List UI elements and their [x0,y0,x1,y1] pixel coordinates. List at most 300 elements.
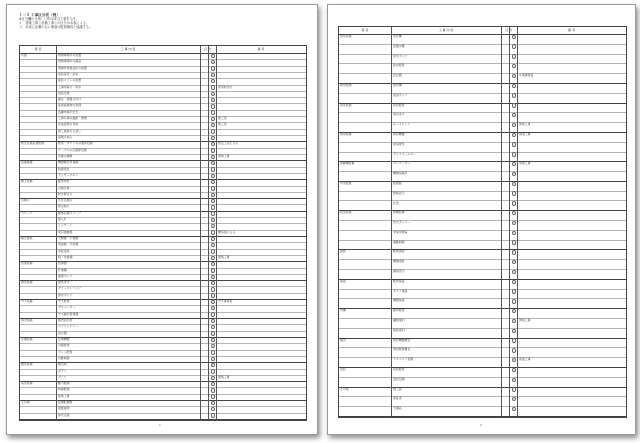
content-cell: 配管保温 [393,278,405,283]
remarks-cell [518,191,626,201]
division-mark-icon [512,162,516,166]
header-content: 工 事 内 容 [438,28,454,32]
division-mark-icon [211,300,215,304]
remarks-cell [518,259,626,269]
left-document-page [6,4,318,435]
remarks-cell [518,201,626,211]
content-cell: 配管塗装 [393,249,405,254]
remarks-cell: 構造図による [218,229,236,234]
remarks-cell [518,249,626,259]
content-cell: 給水配管 [393,63,405,68]
remarks-cell [518,279,626,289]
remarks-cell [518,220,626,230]
column-divider [391,27,392,417]
content-cell: 空調機器 [58,336,70,341]
division-mark-icon [211,60,215,64]
content-cell: 防振架台 [58,166,70,171]
division-mark-icon [211,110,215,114]
remarks-cell [518,387,626,397]
content-cell: 計量 [393,200,399,205]
item-cell: 屋上設備 [21,179,33,184]
content-cell: 機械室換気 [393,171,408,176]
division-mark-icon [211,243,215,247]
remarks-cell [518,269,626,279]
division-mark-icon [512,407,516,411]
remarks-cell: 建築工事 [519,122,531,127]
remarks-cell [518,210,626,220]
content-cell: ガラリ [58,374,67,379]
header-division: 区 分 [204,47,212,51]
content-cell: 保証書 [393,396,402,401]
column-divider [501,27,502,417]
division-mark-icon [211,369,215,373]
division-mark-icon [211,249,215,253]
division-mark-icon [211,394,215,398]
content-cell: アンカーボルト [58,172,79,177]
header-remarks: 備 考 [568,28,575,32]
division-mark-icon [512,280,516,284]
content-cell: 屋外配管 [393,308,405,313]
division-mark-icon [512,378,516,382]
division-mark-icon [211,193,215,197]
division-mark-icon [211,129,215,133]
division-mark-icon [512,64,516,68]
item-cell: 保温 [340,278,346,283]
header-division: 区 分 [505,28,513,32]
remarks-cell [518,181,626,191]
content-cell: 受水槽 [393,34,402,38]
division-mark-icon [211,142,215,146]
division-mark-icon [211,155,215,159]
content-cell: 産業廃棄物の処理 [58,103,82,108]
division-mark-icon [211,123,215,127]
remarks-cell [518,347,626,357]
division-mark-icon [211,167,215,171]
division-mark-icon [512,260,516,264]
division-mark-icon [211,186,215,190]
item-cell: 点検口 [21,198,30,203]
item-cell: 仮設 [340,367,346,372]
division-mark-icon [512,299,516,303]
content-cell: 機器据付用基礎 [58,160,79,165]
division-mark-icon [211,205,215,209]
division-mark-icon [512,368,516,372]
content-cell: 防火ダンパー [393,220,411,225]
division-mark-icon [211,92,215,96]
content-cell: 植栽復旧 [393,327,405,332]
content-cell: 警報表示 [393,190,405,195]
content-cell: 完成図書の作成 [58,122,79,127]
item-cell: 設備基礎 [21,160,33,165]
division-mark-icon [512,231,516,235]
content-cell: 保険の加入 [58,135,73,140]
division-mark-icon [512,250,516,254]
item-cell: 塗装 [340,249,346,254]
table-row [339,406,626,417]
item-cell: 給湯設備 [21,261,33,266]
division-mark-icon [512,387,516,391]
content-cell: 鏡・化粧棚 [58,254,73,259]
division-mark-icon [512,191,516,195]
division-mark-icon [512,358,516,362]
division-mark-icon [211,148,215,152]
division-mark-icon [512,103,516,107]
division-mark-icon [512,93,516,97]
content-cell: 非常用発電 [393,229,408,234]
left-page-note: ２．本表に記載のない事項は監督職員と協議する。 [19,25,93,29]
division-mark-icon [211,268,215,272]
division-mark-icon [512,113,516,117]
item-cell: その他 [21,400,30,405]
content-cell: 仮設配管 [393,367,405,372]
content-cell: 監視盤 [393,180,402,185]
division-mark-icon [211,413,215,417]
division-mark-icon [512,182,516,186]
division-mark-icon [211,382,215,386]
content-cell: 既存機器撤去 [393,337,411,342]
division-mark-icon [211,98,215,102]
item-cell: 外構 [340,308,346,313]
division-mark-icon [211,338,215,342]
content-cell: 防水押さえ [58,191,73,196]
content-cell: 仮設空調 [393,376,405,381]
division-mark-icon [211,218,215,222]
right-document-page [327,4,636,435]
remarks-cell [518,112,626,122]
division-mark-icon [211,180,215,184]
remarks-cell: 水道事業者 [519,73,534,78]
content-cell: 梁貫通補強 [58,229,73,234]
division-mark-icon [512,35,516,39]
content-cell: 天井点検口 [58,198,73,203]
division-mark-icon [211,174,215,178]
content-cell: 工事用電力・用水 [58,84,82,89]
content-cell: 制御配線 [58,387,70,392]
content-cell: 連動制御 [393,239,405,244]
content-cell: 接地工事 [58,393,70,398]
remarks-cell: 使用料含む [218,84,233,89]
item-cell: 消火設備 [21,318,33,323]
division-mark-icon [512,240,516,244]
division-mark-icon [512,172,516,176]
division-mark-icon [211,287,215,291]
division-mark-icon [512,211,516,215]
remarks-cell [518,289,626,299]
content-cell: 養生・清掃片付け [58,97,82,102]
content-cell: ダクト保温 [393,288,408,293]
content-cell: 消火器 [58,330,67,335]
item-cell: 衛生器具 [21,236,33,240]
remarks-cell: 建築工事 [519,318,531,323]
content-cell: 竣工検査の立会い [58,128,82,133]
content-cell: 給湯器 [58,261,67,266]
remarks-cell [518,396,626,406]
division-mark-icon [211,199,215,203]
content-cell: ガス配管 [58,299,70,304]
content-cell: 水栓金具 [58,248,70,253]
content-cell: 仮設電気・給水 [58,71,79,76]
content-cell: 大便器・小便器 [58,236,79,240]
content-cell: 排水ポンプ [58,292,73,297]
remarks-cell [518,298,626,308]
content-cell: 自動制御 [58,355,70,360]
remarks-cell [518,93,626,103]
left-work-division-table [19,45,307,421]
division-mark-icon [512,221,516,225]
remarks-cell [518,230,626,240]
content-cell: 冷媒配管 [58,343,70,348]
remarks-cell: 建築工事 [218,254,230,259]
division-mark-icon [211,275,215,279]
division-mark-icon [211,407,215,411]
content-cell: スプリンクラー [58,324,79,329]
division-mark-icon [211,117,215,121]
content-cell: 箱入れ [58,217,67,222]
division-mark-icon [211,230,215,234]
division-mark-icon [211,388,215,392]
remarks-cell [518,328,626,338]
content-cell: 現場作業員詰所の設置 [58,65,87,70]
remarks-cell: 別途工事 [519,357,531,362]
content-cell: 取扱説明 [58,406,70,411]
remarks-cell: 建築工事 [218,374,230,379]
content-cell: 保守点検 [58,412,70,417]
content-cell: ダクト [58,368,67,373]
content-cell: 配管架台 [58,179,70,184]
content-cell: 屋内消火栓 [58,318,73,323]
content-cell: ガス漏れ警報器 [58,311,79,316]
division-mark-icon [512,152,516,156]
content-cell: 工事写真の撮影・整理 [58,116,87,121]
division-mark-icon [211,331,215,335]
item-cell: 電気設備 [21,381,33,386]
content-cell: 換気扇 [58,362,67,367]
column-divider [517,27,518,417]
division-mark-icon [211,344,215,348]
division-mark-icon [211,54,215,58]
division-mark-icon [512,329,516,333]
header-remarks: 備 考 [257,47,265,51]
remarks-cell [518,367,626,377]
item-cell: 排水処理 [340,82,352,87]
content-cell: ケーブルの貫通部処理 [58,147,87,152]
content-cell: 識別表示 [393,269,405,274]
division-mark-icon [211,256,215,260]
remarks-cell [518,406,626,416]
content-cell: 放流ポンプ [393,92,408,97]
table-body [20,53,306,420]
item-cell: 雨水設備 [340,102,352,107]
division-mark-icon [211,363,215,367]
division-mark-icon [211,293,215,297]
division-mark-icon [512,123,516,127]
left-page-note: ※区分欄の凡例：〇印は該当工事を示す。 [19,17,79,21]
content-cell: 量水器 [393,73,402,78]
division-mark-icon [211,357,215,361]
column-divider [509,27,510,417]
content-cell: 配管・ダクトの貫通部処理 [58,141,93,146]
content-cell: 排煙設備 [393,210,405,215]
right-work-division-table [338,26,627,418]
remarks-cell [518,308,626,318]
division-mark-icon [512,84,516,88]
content-cell: グリーストラップ [58,286,81,291]
content-cell: 貯湯槽 [58,267,67,272]
division-mark-icon [211,401,215,405]
content-cell: ガスメーター [58,305,76,310]
content-cell: インサート [58,223,73,228]
item-cell: 給水設備 [340,34,352,38]
item-cell: スリーブ [21,210,33,215]
content-cell: ドレン配管 [58,349,73,354]
remarks-cell [518,44,626,54]
remarks-cell [518,34,626,44]
content-cell: 排水ます [58,280,70,285]
content-cell: 仮設足場 [58,90,70,95]
content-cell: グリスフィルター [393,151,416,156]
remarks-cell [518,83,626,93]
item-cell: その他 [340,386,349,391]
remarks-cell [518,338,626,348]
remarks-cell: 認定工法による [218,141,239,146]
content-cell: 区画の補修 [58,153,73,158]
content-cell: 洗面器・手洗器 [58,242,79,247]
remarks-cell [518,103,626,113]
content-cell: 仮設トイレの設置 [58,78,81,83]
content-cell: 舗装復旧 [393,318,405,323]
content-cell: 予備品 [393,406,402,411]
item-cell: 排水設備 [21,280,33,285]
left-page-note: １．建築工事と設備工事との区分は本表による。 [19,21,90,25]
content-cell: 浄化槽 [393,82,402,87]
column-divider [216,46,217,420]
division-mark-icon [512,309,516,313]
remarks-cell: 別途工事 [519,131,531,136]
page-number: 1 [159,423,161,427]
content-cell: 壁点検口 [58,204,70,209]
remarks-cell [518,63,626,73]
item-cell: 防火区画貫通処理 [21,141,45,146]
remarks-cell [518,142,626,152]
remarks-cell [518,152,626,162]
division-mark-icon [512,348,516,352]
content-cell: 雨水配管 [393,102,405,107]
content-cell: 竣工図 [393,386,402,391]
remarks-cell [217,413,306,419]
content-cell: ルーフドレン [393,122,411,127]
remarks-cell: ガス事業者 [218,299,233,304]
left-page-title: １－５ 工事区分表（例） [19,13,60,17]
division-mark-icon [211,136,215,140]
item-cell: ガス設備 [21,299,33,304]
division-mark-icon [211,376,215,380]
item-cell: 換気設備 [21,362,33,367]
remarks-cell: 施工者 [218,122,227,127]
division-mark-icon [211,319,215,323]
remarks-cell [518,54,626,64]
division-mark-icon [211,85,215,89]
header-content: 工 事 内 容 [120,47,136,51]
division-mark-icon [211,161,215,165]
division-mark-icon [512,319,516,323]
division-mark-icon [512,397,516,401]
left-page-header [19,13,92,29]
division-mark-icon [211,224,215,228]
division-mark-icon [512,133,516,137]
content-cell: 動力配線 [58,381,70,386]
content-cell: 雨水ます [393,112,405,117]
content-cell: エレベーター [393,161,411,166]
division-mark-icon [512,289,516,293]
division-mark-icon [512,44,516,48]
division-mark-icon [211,104,215,108]
division-mark-icon [512,54,516,58]
item-cell: 撤去 [340,337,346,342]
content-cell: 厨房排気 [393,141,405,146]
content-cell: 現場事務所の備品 [58,59,82,64]
header-item: 項 目 [34,47,42,51]
content-cell: 高置水槽 [393,43,405,48]
division-mark-icon [211,66,215,70]
table-body [339,34,626,417]
remarks-cell: 建築工事 [218,153,230,158]
content-cell: 既存配管撤去 [393,347,411,352]
item-cell: 空調設備 [21,336,33,341]
item-cell: 厨房設備 [340,131,352,136]
remarks-cell [518,171,626,181]
item-cell: 昇降機設備 [340,161,355,166]
remarks-cell: 別途工事 [519,161,531,166]
column-divider [200,46,201,420]
item-cell: 防災設備 [340,210,352,215]
table-row [20,413,306,420]
division-mark-icon [512,142,516,146]
remarks-cell [518,240,626,250]
division-mark-icon [512,270,516,274]
division-mark-icon [211,211,215,215]
remarks-cell: 施工者 [218,116,227,121]
content-cell: 点検歩廊 [58,185,70,190]
division-mark-icon [211,79,215,83]
content-cell: アスベスト処理 [393,357,414,362]
content-cell: 給水ポンプ [393,53,408,58]
division-mark-icon [211,73,215,77]
content-cell: 躯体貫通スリーブ [58,210,81,215]
division-mark-icon [211,350,215,354]
content-cell: 厨房機器 [393,131,405,136]
division-mark-icon [211,306,215,310]
item-cell: 共通 [21,53,27,57]
division-mark-icon [211,262,215,266]
content-cell: 機器塗装 [393,259,405,264]
column-divider [208,46,209,420]
division-mark-icon [211,237,215,241]
division-mark-icon [211,325,215,329]
page-number: 2 [480,423,482,427]
division-mark-icon [512,338,516,342]
content-cell: 機器保温 [393,298,405,303]
header-item: 項 目 [361,28,369,32]
column-divider [56,46,57,420]
content-cell: 各種申請手続き [58,109,79,114]
item-cell: 中央監視 [340,180,352,185]
division-mark-icon [512,74,516,78]
division-mark-icon [512,201,516,205]
content-cell: 循環ポンプ [58,273,73,278]
content-cell: 試運転調整 [58,400,73,405]
division-mark-icon [211,281,215,285]
content-cell: 現場事務所の設置 [58,53,82,57]
